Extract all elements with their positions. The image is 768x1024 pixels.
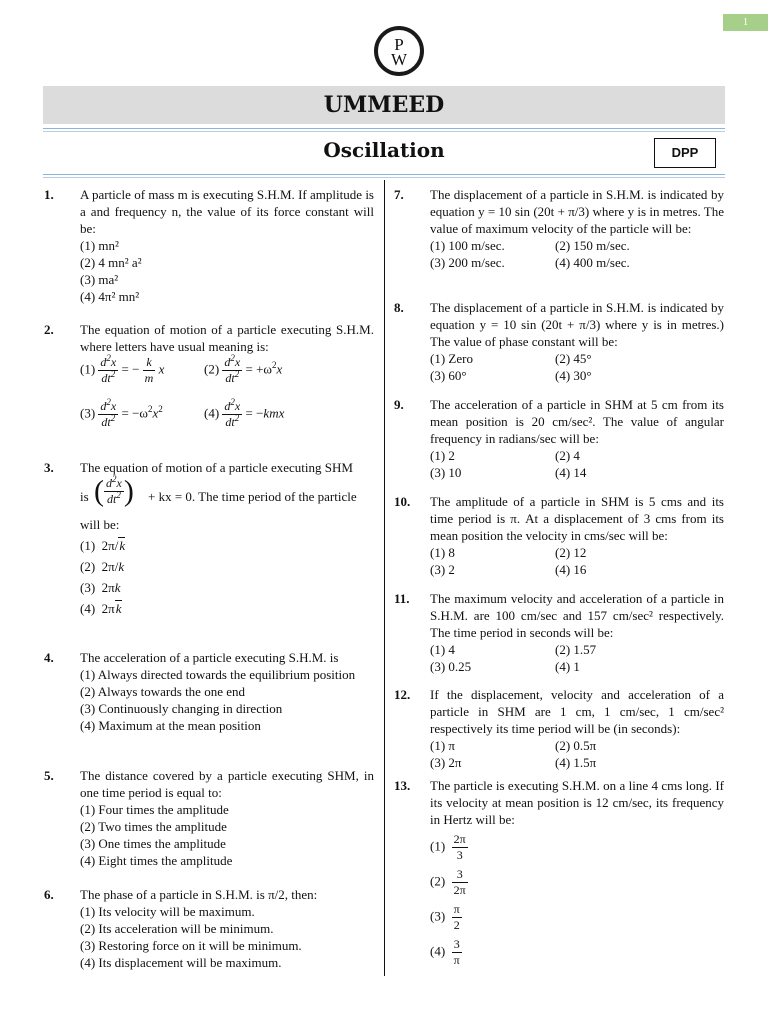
- question-text: The amplitude of a particle in SHM is 5 cms and its time period is π. At a displacement of 3 cms from its mean position the velocity in cms/sec will be:: [430, 494, 724, 543]
- option: (3) 2πk: [80, 580, 121, 595]
- options-row: (1) 2 (2) 4: [430, 448, 580, 463]
- option-1-equation: (1) $\frac{d^2x}{dt^2}$ = − $\frac{k}{m}$ x: [80, 353, 165, 385]
- options-row: (3) 200 m/sec. (4) 400 m/sec.: [430, 255, 630, 270]
- question-text-cont: will be:: [80, 517, 120, 532]
- option: (1) Four times the amplitude: [80, 802, 229, 817]
- question-5: [44, 767, 374, 869]
- header-rule: [43, 128, 725, 129]
- question-text: The distance covered by a particle executing SHM, in one time period is equal to:: [80, 768, 374, 800]
- question-6: [44, 886, 374, 971]
- options-row: (3) 2π (4) 1.5π: [430, 755, 597, 770]
- question-12: [394, 686, 724, 771]
- question-text: The particle is executing S.H.M. on a line 4 cms long. If its velocity at mean position is 12 cm/sec, its frequency in Hertz will be:: [430, 778, 724, 827]
- option: (2) Two times the amplitude: [80, 819, 227, 834]
- question-text: The acceleration of a particle in SHM at 5 cm from its mean position is 20 cm/sec². The value of angular frequency in radians/sec will be:: [430, 397, 724, 446]
- options-row: [80, 399, 374, 443]
- question-number: 7.: [394, 187, 404, 202]
- column-divider: [384, 180, 385, 976]
- question-13: [394, 777, 724, 968]
- options-row: (3) 10 (4) 14: [430, 465, 587, 480]
- pw-logo: [374, 26, 424, 76]
- question-3: [44, 459, 374, 617]
- question-text: The equation of motion of a particle executing S.H.M. where letters have usual meaning is:: [80, 322, 374, 354]
- option: (4) Maximum at the mean position: [80, 718, 261, 733]
- option: (4) 2πk: [80, 601, 122, 616]
- question-text: The equation of motion of a particle executing SHM: [80, 460, 353, 475]
- page-number: 1: [723, 14, 768, 31]
- question-text: The maximum velocity and acceleration of a particle in S.H.M. are 100 cm/sec and 157 cm/sec² respectively. The time period in seconds will be:: [430, 591, 724, 640]
- options-row: (1) 8 (2) 12: [430, 545, 587, 560]
- question-8: [394, 299, 724, 384]
- question-number: 5.: [44, 768, 54, 783]
- question-number: 3.: [44, 460, 54, 475]
- option: (3) Continuously changing in direction: [80, 701, 283, 716]
- option: (4) 4π² mn²: [80, 289, 140, 304]
- option: (1) Its velocity will be maximum.: [80, 904, 255, 919]
- options-row: (1) 100 m/sec. (2) 150 m/sec.: [430, 238, 630, 253]
- option: (3) $\frac{\pi}{2}$: [430, 902, 460, 932]
- question-text: The displacement of a particle in S.H.M. is indicated by equation y = 10 sin (20t + π/3) where y is in metres. The value of maximum velocity of the particle will be:: [430, 187, 724, 236]
- question-number: 11.: [394, 591, 410, 606]
- option: (3) Restoring force on it will be minimum.: [80, 938, 302, 953]
- logo-letter-w: W: [390, 50, 408, 69]
- option: (1) $\frac{2\pi}{3}$: [430, 832, 466, 862]
- question-number: 6.: [44, 887, 54, 902]
- question-text: A particle of mass m is executing S.H.M. If amplitude is a and frequency n, the value of its force constant will be:: [80, 187, 374, 236]
- question-number: 1.: [44, 187, 54, 202]
- chapter-rule-secondary: [43, 177, 725, 178]
- option: (1) Always directed towards the equilibrium position: [80, 667, 356, 682]
- options-row: (3) 2 (4) 16: [430, 562, 587, 577]
- option: (3) One times the amplitude: [80, 836, 226, 851]
- series-title: UMMEED: [43, 86, 725, 124]
- option: (2) 4 mn² a²: [80, 255, 142, 270]
- option: (2) Its acceleration will be minimum.: [80, 921, 274, 936]
- question-number: 9.: [394, 397, 404, 412]
- question-number: 2.: [44, 322, 54, 337]
- question-text: The displacement of a particle in S.H.M. is indicated by equation y = 10 sin (20t + π/3) where y is in metres.) The value of phase constant will be:: [430, 300, 724, 349]
- question-4: [44, 649, 374, 734]
- option-3-equation: (3) $\frac{d^2x}{dt^2}$ = $-\omega^2x^2$: [80, 397, 163, 429]
- question-7: [394, 186, 724, 271]
- option: (1) mn²: [80, 238, 119, 253]
- question-9: [394, 396, 724, 481]
- options-row: [80, 355, 374, 399]
- option: (4) Eight times the amplitude: [80, 853, 233, 868]
- question-equation: is ( $\frac{d^2x}{dt^2}$ ) + kx = 0. The time period of the particle: [80, 474, 357, 508]
- question-text: The acceleration of a particle executing S.H.M. is: [80, 650, 339, 665]
- question-number: 12.: [394, 687, 411, 702]
- option: (1) 2π/k: [80, 538, 126, 553]
- option: (2) Always towards the one end: [80, 684, 245, 699]
- dpp-badge: DPP: [654, 138, 716, 168]
- question-number: 13.: [394, 778, 411, 793]
- question-1: [44, 186, 374, 305]
- option-4-equation: (4) $\frac{d^2x}{dt^2}$ = −kmx: [204, 397, 285, 429]
- question-number: 10.: [394, 494, 411, 509]
- options-row: (3) 0.25 (4) 1: [430, 659, 580, 674]
- question-text: If the displacement, velocity and acceleration of a particle in SHM are 1 cm, 1 cm/sec, 1 cm/sec² respectively its time period will be (in seconds):: [430, 687, 724, 736]
- option: (2) 2π/k: [80, 559, 125, 574]
- options-row: (3) 60° (4) 30°: [430, 368, 592, 383]
- option: (4) Its displacement will be maximum.: [80, 955, 282, 970]
- chapter-title: Oscillation: [323, 138, 445, 162]
- question-11: [394, 590, 724, 675]
- option-2-equation: (2) $\frac{d^2x}{dt^2}$ = $+\omega^2x$: [204, 353, 283, 385]
- logo-letter-p: P: [394, 35, 404, 54]
- option: (2) $\frac{3}{2\pi}$: [430, 867, 466, 897]
- question-10: [394, 493, 724, 578]
- question-number: 4.: [44, 650, 54, 665]
- option: (4) $\frac{3}{\pi}$: [430, 937, 460, 967]
- chapter-rule: [43, 174, 725, 175]
- question-2: [44, 321, 374, 443]
- question-text: The phase of a particle in S.H.M. is π/2, then:: [80, 887, 318, 902]
- option: (3) ma²: [80, 272, 119, 287]
- question-number: 8.: [394, 300, 404, 315]
- options-row: (1) π (2) 0.5π: [430, 738, 597, 753]
- options-row: (1) 4 (2) 1.57: [430, 642, 597, 657]
- options-row: (1) Zero (2) 45°: [430, 351, 592, 366]
- header-rule-secondary: [43, 131, 725, 132]
